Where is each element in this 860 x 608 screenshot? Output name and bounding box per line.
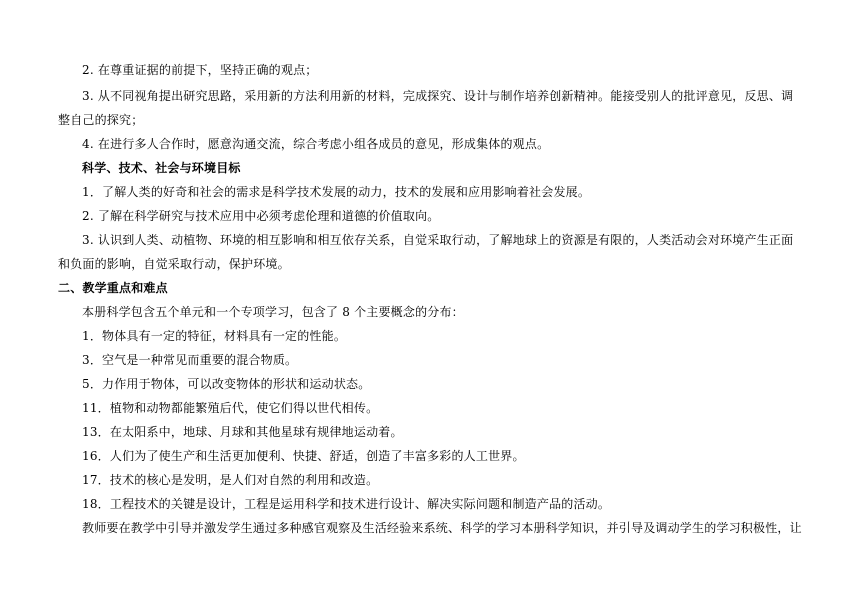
section-subheading: 科学、技术、社会与环境目标 — [82, 161, 241, 175]
text-line: 本册科学包含五个单元和一个专项学习，包含了 8 个主要概念的分布： — [82, 305, 464, 319]
text-line: 教师要在教学中引导并激发学生通过多种感官观察及生活经验来系统、科学的学习本册科学知识，并引导及调动学生的学习积极性，让 — [82, 521, 802, 535]
text-line: 3. 从不同视角提出研究思路，采用新的方法利用新的材料，完成探究、设计与制作培养创新精神。能接受别人的批评意见，反思、调 — [82, 89, 794, 103]
list-item: 1．物体具有一定的特征，材料具有一定的性能。 — [82, 329, 347, 343]
list-item: 18．工程技术的关键是设计，工程是运用科学和技术进行设计、解决实际问题和制造产品的活动。 — [82, 497, 611, 511]
list-item: 5．力作用于物体，可以改变物体的形状和运动状态。 — [82, 377, 371, 391]
text-line: 2. 了解在科学研究与技术应用中必须考虑伦理和道德的价值取向。 — [82, 209, 440, 223]
text-line: 2. 在尊重证据的前提下，坚持正确的观点； — [82, 63, 318, 77]
text-line: 和负面的影响，自觉采取行动，保护环境。 — [58, 257, 290, 271]
list-item: 11．植物和动物都能繁殖后代，使它们得以世代相传。 — [82, 401, 379, 415]
text-line: 3. 认识到人类、动植物、环境的相互影响和相互依存关系，自觉采取行动，了解地球上的资源是有限的，人类活动会对环境产生正面 — [82, 233, 794, 247]
list-item: 17．技术的核心是发明，是人们对自然的利用和改造。 — [82, 473, 379, 487]
text-line: 4. 在进行多人合作时，愿意沟通交流，综合考虑小组各成员的意见，形成集体的观点。 — [82, 137, 550, 151]
list-item: 3．空气是一种常见而重要的混合物质。 — [82, 353, 298, 367]
section-heading: 二、教学重点和难点 — [58, 281, 168, 295]
text-line: 整自己的探究； — [58, 113, 144, 127]
text-line: 1．了解人类的好奇和社会的需求是科学技术发展的动力，技术的发展和应用影响着社会发展。 — [82, 185, 591, 199]
list-item: 13．在太阳系中，地球、月球和其他星球有规律地运动着。 — [82, 425, 403, 439]
list-item: 16．人们为了使生产和生活更加便利、快捷、舒适，创造了丰富多彩的人工世界。 — [82, 449, 525, 463]
